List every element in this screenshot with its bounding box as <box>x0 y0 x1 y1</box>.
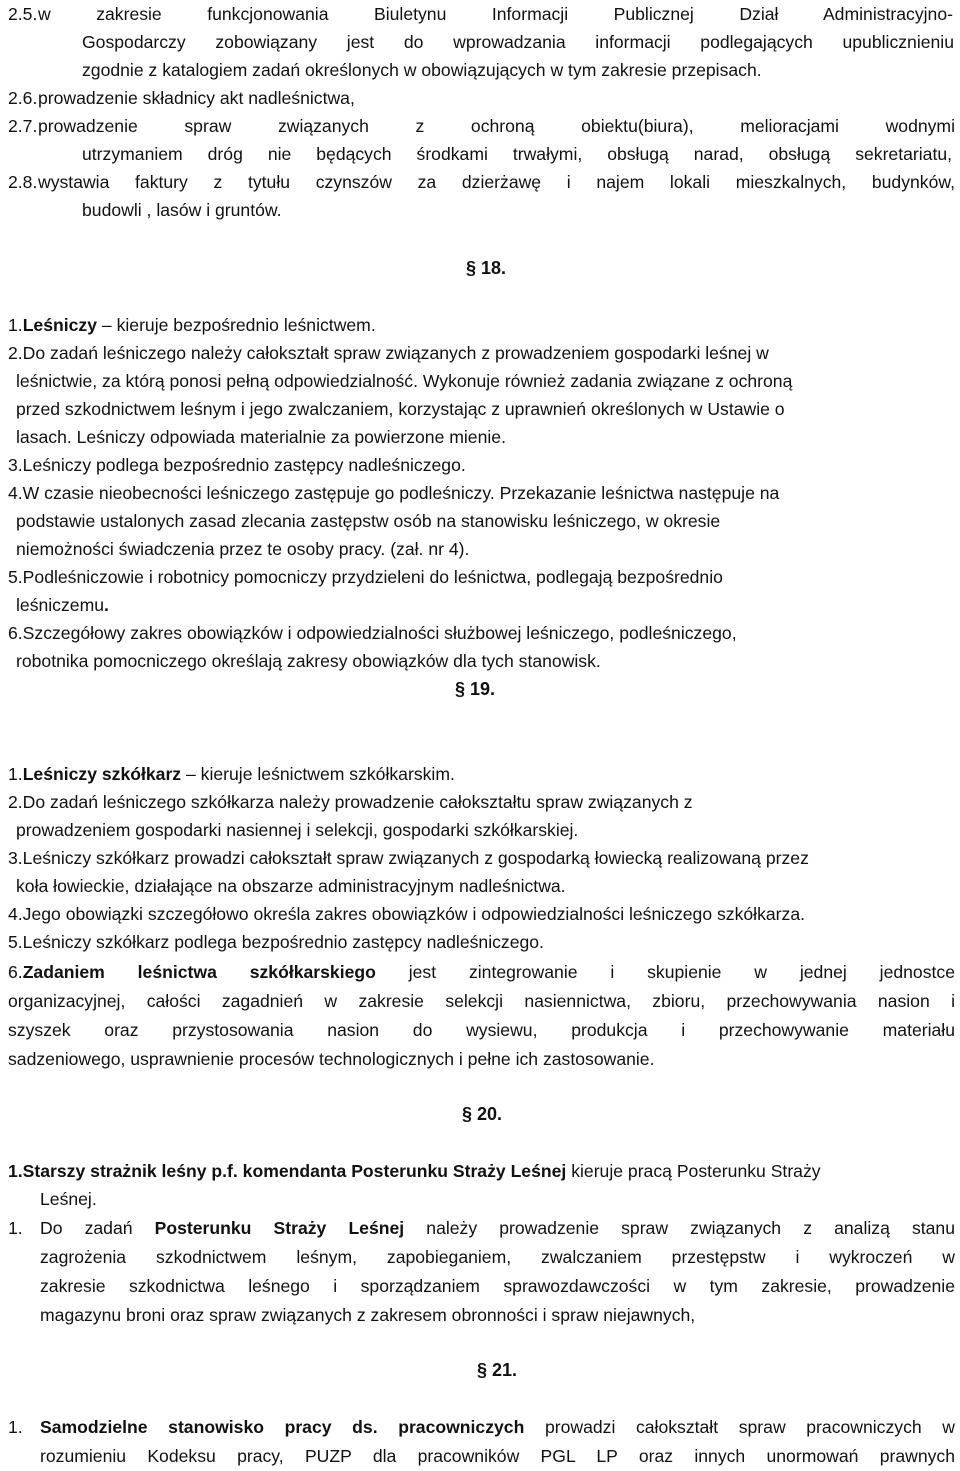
text-line <box>0 84 960 113</box>
bold-text: 1.Starszy strażnik leśny p.f. komendanta Posterunku Straży Leśnej <box>8 1161 567 1181</box>
line-text <box>8 1157 821 1185</box>
text-run: Do zadań <box>40 1218 155 1238</box>
bold-text: Posterunku Straży Leśnej <box>154 1218 405 1238</box>
text-run: koła łowieckie, działające na obszarze administracyjnym nadleśnictwa. <box>16 876 566 896</box>
text-line <box>0 647 960 676</box>
line-text <box>82 56 762 84</box>
line-text <box>16 367 792 395</box>
text-run: 5.Podleśniczowie i robotnicy pomocniczy przydzieleni do leśnictwa, podlegają bezpośrednio <box>8 567 723 587</box>
text-run: 2.Do zadań leśniczego należy całokształt spraw związanych z prowadzeniem gospodarki leśnej w <box>8 343 769 363</box>
text-run: 5.Leśniczy szkółkarz podlega bezpośrednio zastępcy nadleśniczego. <box>8 932 544 952</box>
text-line <box>0 1442 960 1471</box>
text-run: 3.Leśniczy podlega bezpośrednio zastępcy nadleśniczego. <box>8 455 466 475</box>
text-run: wystawia faktury z tytułu czynszów za dzierżawę i najem lokali mieszkalnych, budynków, <box>38 172 955 192</box>
text-line <box>0 367 960 396</box>
text-line <box>0 760 960 789</box>
text-line <box>0 1301 960 1330</box>
text-run: 1. <box>8 1417 23 1437</box>
line-text <box>16 816 578 844</box>
line-text <box>40 1413 955 1441</box>
section-heading: § 18. <box>466 258 507 278</box>
text-run: utrzymaniem dróg nie będących środkami trwałymi, obsługą narad, obsługą sekretariatu, <box>82 144 952 164</box>
line-text <box>8 451 466 479</box>
text-run: zakresie szkodnictwa leśnego i sporządzaniem sprawozdawczości w tym zakresie, prowadzenie <box>40 1276 955 1296</box>
text-run: 3.Leśniczy szkółkarz prowadzi całokształt spraw związanych z gospodarką łowiecką realizowaną przez <box>8 848 809 868</box>
text-line <box>0 563 960 592</box>
text-run: – kieruje bezpośrednio leśnictwem. <box>97 315 376 335</box>
text-run: organizacyjnej, całości zagadnień w zakresie selekcji nasiennictwa, zbioru, przechowywania nasion i <box>8 991 955 1011</box>
line-text <box>8 311 376 339</box>
line-text <box>38 0 953 28</box>
text-run: prowadzenie składnicy akt nadleśnictwa, <box>38 88 355 108</box>
text-run: Gospodarczy zobowiązany jest do wprowadzania informacji podlegających upublicznieniu <box>82 32 954 52</box>
line-text <box>8 788 693 816</box>
text-run: należy prowadzenie spraw związanych z analizą stanu <box>404 1218 955 1238</box>
line-text <box>8 928 544 956</box>
text-line <box>0 479 960 508</box>
text-line <box>0 844 960 873</box>
line-text <box>8 844 809 872</box>
text-run: Leśnej. <box>40 1189 97 1209</box>
text-run: leśniczemu <box>16 595 105 615</box>
text-line <box>0 451 960 480</box>
text-run: podstawie ustalonych zasad zlecania zastępstw osób na stanowisku leśniczego, w okresie <box>16 511 721 531</box>
text-run: – kieruje leśnictwem szkółkarskim. <box>181 764 455 784</box>
line-text <box>8 339 769 367</box>
text-line <box>0 1413 960 1442</box>
item-number: 2.8. <box>8 172 38 192</box>
text-run: niemożności świadczenia przez te osoby pracy. (zał. nr 4). <box>16 539 470 559</box>
text-run: zagrożenia szkodnictwem leśnym, zapobieganiem, zwalczaniem przestępstw i wykroczeń w <box>40 1247 955 1267</box>
text-run: przed szkodnictwem leśnym i jego zwalczaniem, korzystając z uprawnień określonych w Ustawie o <box>16 399 785 419</box>
text-run: prowadzeniem gospodarki nasiennej i selekcji, gospodarki szkółkarskiej. <box>16 820 579 840</box>
line-text <box>16 423 506 451</box>
text-line <box>0 56 960 85</box>
text-run: jest zintegrowanie i skupienie w jednej jednostce <box>375 962 955 982</box>
text-line <box>0 196 960 225</box>
line-text <box>38 84 355 112</box>
text-line <box>0 958 960 987</box>
text-run: zgodnie z katalogiem zadań określonych w obowiązujących w tym zakresie przepisach. <box>82 60 762 80</box>
bold-text: . <box>104 595 109 615</box>
text-run: 4.W czasie nieobecności leśniczego zastępuje go podleśniczy. Przekazanie leśnictwa następuje na <box>8 483 780 503</box>
text-run: sadzeniowego, usprawnienie procesów technologicznych i pełne ich zastosowanie. <box>8 1049 655 1069</box>
text-line <box>0 395 960 424</box>
item-number: 2.7. <box>8 116 38 136</box>
text-line <box>0 788 960 817</box>
bold-text: Zadaniem leśnictwa szkółkarskiego <box>22 962 376 982</box>
text-line <box>0 168 960 197</box>
text-run: 1. <box>8 1218 23 1238</box>
line-text <box>82 28 954 56</box>
bold-text: Leśniczy <box>22 315 98 335</box>
text-run: 1. <box>8 764 23 784</box>
text-line <box>0 619 960 648</box>
line-text <box>8 987 955 1015</box>
line-text <box>38 112 955 140</box>
line-text <box>8 760 455 788</box>
line-text <box>16 647 601 675</box>
text-run: prowadzenie spraw związanych z ochroną obiektu(biura), melioracjami wodnymi <box>38 116 955 136</box>
section-heading: § 21. <box>477 1360 518 1380</box>
line-text <box>38 168 955 196</box>
text-run: 1. <box>8 315 23 335</box>
line-text <box>8 900 805 928</box>
line-text <box>82 140 952 168</box>
text-run: rozumieniu Kodeksu pracy, PUZP dla pracowników PGL LP oraz innych unormowań prawnych <box>40 1446 955 1466</box>
text-run: magazynu broni oraz spraw związanych z zakresem obronności i spraw niejawnych, <box>40 1305 696 1325</box>
text-line <box>0 900 960 929</box>
section-heading: § 19. <box>455 679 496 699</box>
text-line <box>0 1214 960 1243</box>
text-line <box>0 872 960 901</box>
text-line <box>0 0 960 29</box>
line-text <box>82 196 282 224</box>
text-line <box>0 1272 960 1301</box>
text-line <box>0 535 960 564</box>
text-line <box>0 987 960 1016</box>
line-text <box>40 1214 955 1242</box>
line-text <box>40 1301 695 1329</box>
text-line <box>0 1157 960 1186</box>
text-line <box>0 112 960 141</box>
text-run: prowadzi całokształt spraw pracowniczych w <box>524 1417 955 1437</box>
text-line <box>0 1185 960 1214</box>
text-line <box>0 423 960 452</box>
item-number: 2.6. <box>8 88 38 108</box>
line-text <box>8 1045 654 1073</box>
text-run: w zakresie funkcjonowania Biuletynu Informacji Publicznej Dział Administracyjno- <box>38 4 953 24</box>
text-line <box>0 1016 960 1045</box>
text-line <box>0 507 960 536</box>
text-run: 6.Szczegółowy zakres obowiązków i odpowiedzialności służbowej leśniczego, podleśniczego, <box>8 623 737 643</box>
text-line <box>0 928 960 957</box>
line-text <box>40 1243 955 1271</box>
bold-text: Leśniczy szkółkarz <box>22 764 182 784</box>
section-heading: § 20. <box>462 1104 503 1124</box>
text-line <box>0 140 960 169</box>
line-text <box>16 507 720 535</box>
line-text <box>8 479 779 507</box>
text-run: 6. <box>8 962 23 982</box>
line-text <box>8 958 955 986</box>
bold-text: Samodzielne stanowisko pracy ds. pracowniczych <box>40 1417 525 1437</box>
line-text <box>8 619 737 647</box>
text-run: lasach. Leśniczy odpowiada materialnie za powierzone mienie. <box>16 427 506 447</box>
text-run: 2.Do zadań leśniczego szkółkarza należy prowadzenie całokształtu spraw związanych z <box>8 792 693 812</box>
line-text <box>40 1272 955 1300</box>
line-text <box>8 563 723 591</box>
line-text <box>16 872 566 900</box>
line-text <box>16 591 109 619</box>
line-text <box>16 395 785 423</box>
line-text <box>40 1442 955 1470</box>
text-run: leśnictwie, za którą ponosi pełną odpowiedzialność. Wykonuje również zadania związane z ochroną <box>16 371 793 391</box>
text-run: szyszek oraz przystosowania nasion do wysiewu, produkcja i przechowywanie materiału <box>8 1020 955 1040</box>
text-run: robotnika pomocniczego określają zakresy obowiązków dla tych stanowisk. <box>16 651 601 671</box>
text-run: budowli , lasów i gruntów. <box>82 200 282 220</box>
line-text <box>8 1016 955 1044</box>
text-line <box>0 1243 960 1272</box>
text-line <box>0 591 960 620</box>
text-run: 4.Jego obowiązki szczegółowo określa zakres obowiązków i odpowiedzialności leśniczego szkółkarza. <box>8 904 806 924</box>
line-text <box>16 535 469 563</box>
text-line <box>0 816 960 845</box>
text-line <box>0 339 960 368</box>
text-line <box>0 28 960 57</box>
text-line <box>0 1045 960 1074</box>
line-text <box>40 1185 97 1213</box>
item-number: 2.5. <box>8 4 38 24</box>
text-run: kieruje pracą Posterunku Straży <box>566 1161 821 1181</box>
text-line <box>0 311 960 340</box>
